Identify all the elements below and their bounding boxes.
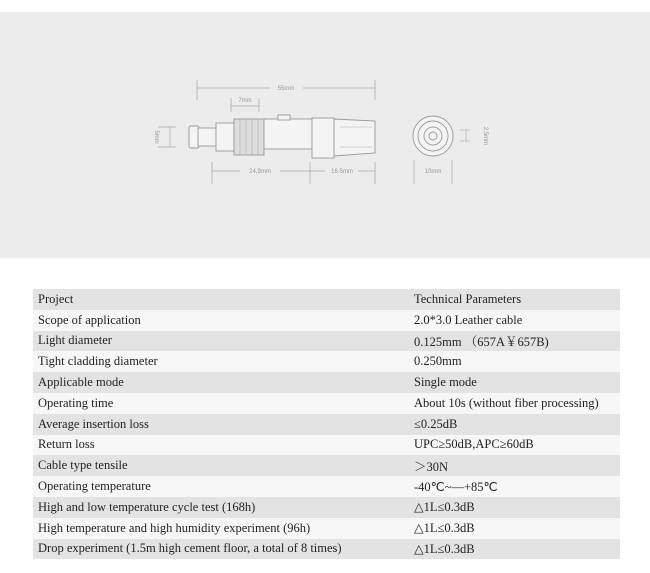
table-row (33, 455, 620, 476)
row-value: About 10s (without fiber processing) (414, 395, 599, 410)
table-row (33, 497, 620, 518)
row-value: 0.125mm （657A￥657B) (414, 334, 549, 349)
dim-tail: 16.5mm (331, 169, 353, 175)
row-label: Scope of application (38, 312, 141, 327)
row-label: Applicable mode (38, 375, 124, 390)
row-value: ＞30N (414, 459, 449, 474)
row-value: △1L≤0.3dB (414, 500, 475, 515)
product-drawing (0, 12, 650, 258)
header-project: Project (38, 291, 74, 306)
table-row (33, 414, 620, 435)
table-row (33, 393, 620, 414)
row-label: Light diameter (38, 333, 112, 348)
row-label: Average insertion loss (38, 416, 149, 431)
row-label: Cable type tensile (38, 458, 128, 473)
row-label: High and low temperature cycle test (168h) (38, 499, 256, 514)
dim-height: 5mm (153, 130, 159, 144)
row-value: △1L≤0.3dB (414, 521, 475, 536)
row-value: 2.0*3.0 Leather cable (414, 312, 523, 327)
row-label: Operating temperature (38, 479, 151, 494)
row-value: 0.250mm (414, 354, 462, 369)
table-row (33, 539, 620, 560)
table-row (33, 372, 620, 393)
table-row (33, 331, 620, 352)
row-label: Return loss (38, 437, 95, 452)
row-label: Tight cladding diameter (38, 354, 158, 369)
row-label: Drop experiment (1.5m high cement floor, a total of 8 times) (38, 541, 342, 556)
table-header-row (33, 289, 620, 310)
table-row (33, 518, 620, 539)
table-row (33, 310, 620, 331)
dim-body: 24.9mm (249, 169, 271, 175)
connector-dimension-drawing (0, 12, 650, 258)
header-param: Technical Parameters (414, 291, 522, 306)
row-value: Single mode (414, 375, 477, 390)
dim-nut: 7mm (238, 98, 252, 104)
table-row (33, 476, 620, 497)
row-value: UPC≥50dB,APC≥60dB (414, 437, 534, 452)
row-value: ≤0.25dB (414, 416, 458, 431)
row-value: △1L≤0.3dB (414, 541, 475, 556)
row-label: Operating time (38, 395, 114, 410)
technical-parameters-table (33, 289, 620, 559)
dim-overall: 55mm (277, 86, 295, 92)
dim-face-width: 10mm (424, 169, 442, 175)
table-row (33, 435, 620, 456)
table-row (33, 351, 620, 372)
dim-ferrule: 2.5mm (482, 126, 488, 146)
row-label: High temperature and high humidity experiment (96h) (38, 520, 311, 535)
row-value: -40℃~—+85℃ (414, 479, 498, 494)
